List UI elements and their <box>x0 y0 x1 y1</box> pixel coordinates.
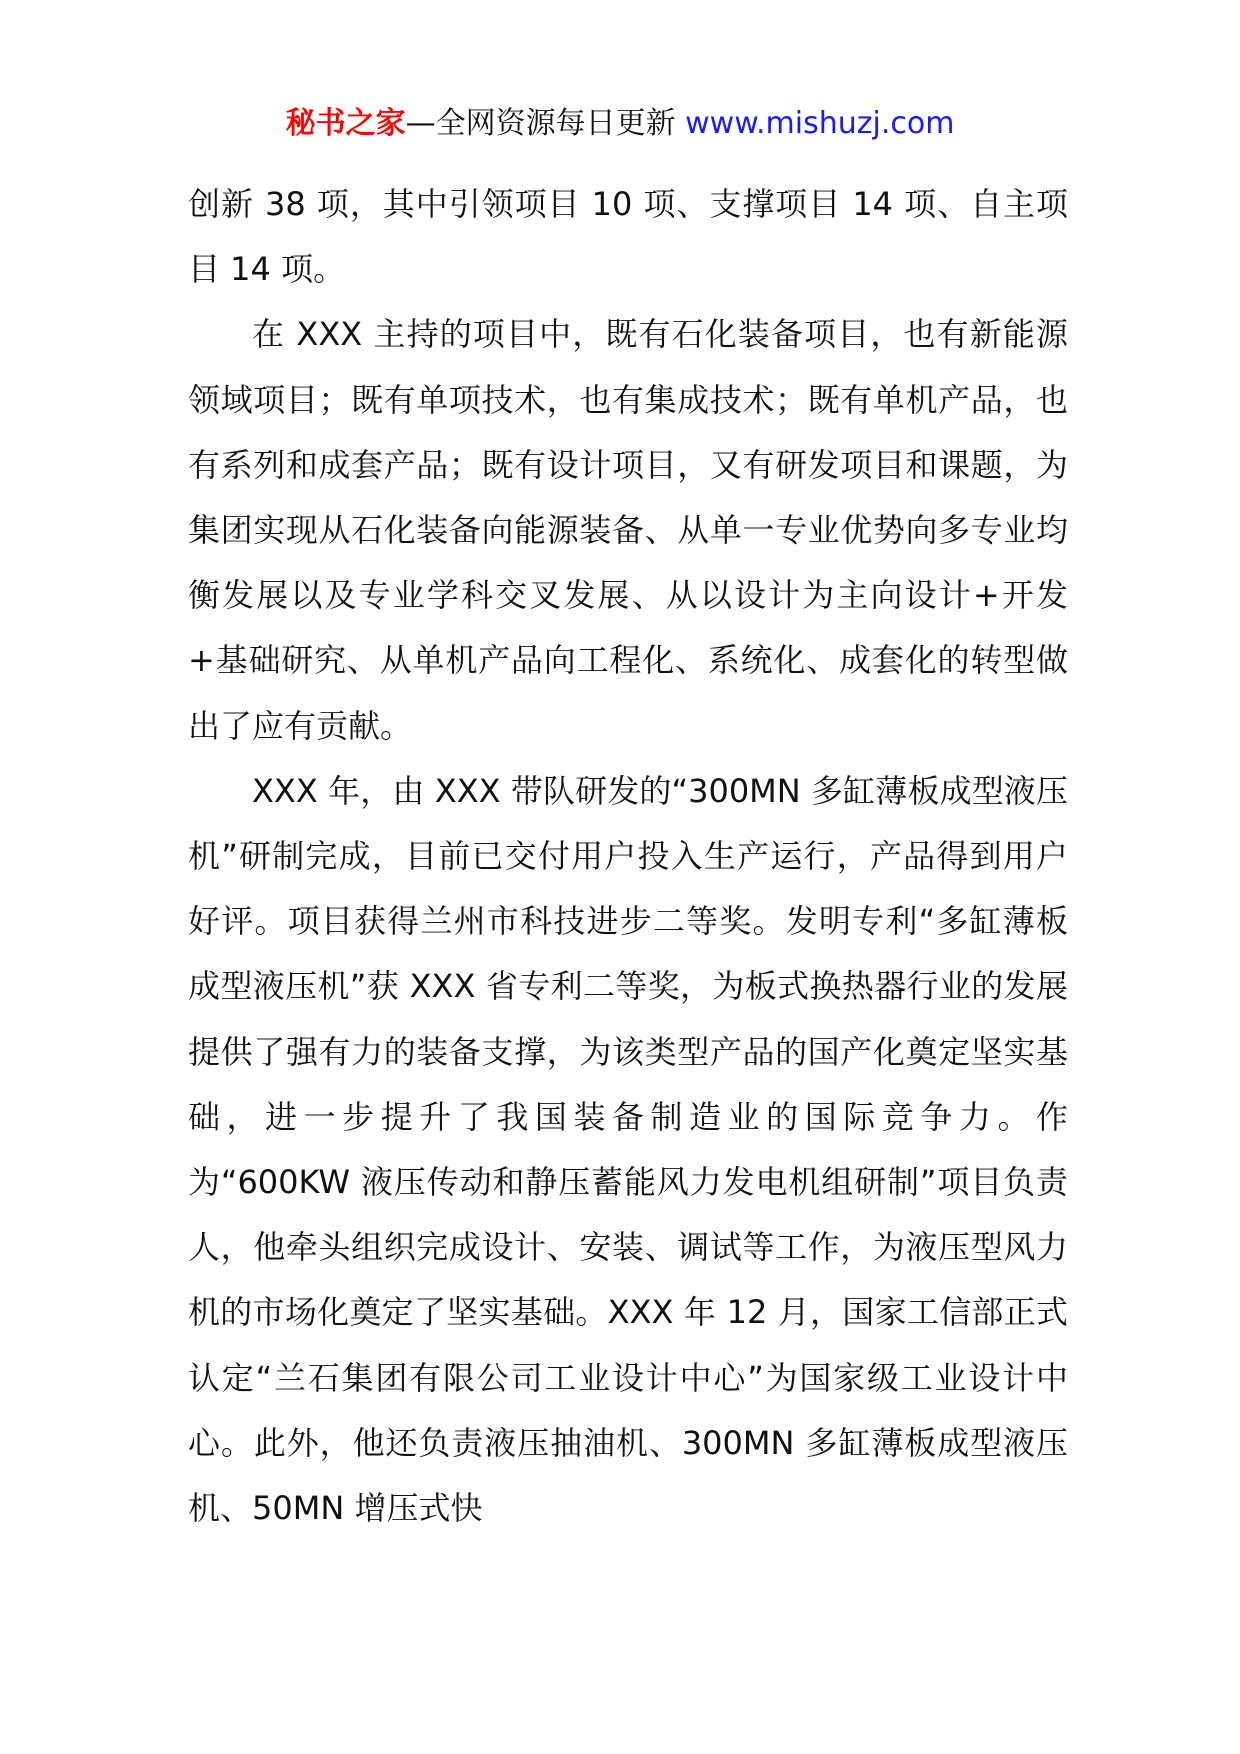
paragraph-1: 创新 38 项，其中引领项目 10 项、支撑项目 14 项、自主项目 14 项。 <box>188 185 1068 289</box>
site-brand[interactable]: 秘书之家 <box>285 106 406 141</box>
page-header <box>0 104 1240 144</box>
site-tagline: —全网资源每日更新 <box>405 106 676 141</box>
document-body <box>188 172 1068 1541</box>
paragraph-3: XXX 年，由 XXX 带队研发的“300MN 多缸薄板成型液压机”研制完成，目前已交付用户投入生产运行，产品得到用户好评。项目获得兰州市科技进步二等奖。发明专利“多缸薄板成型液压机”获 XXX 省专利二等奖，为板式换热器行业的发展提供了强有力的装备支撑，为该类型产品的国产化奠定坚实基础，进一步提升了我国装备制造业的国际竞争力。作为“600KW 液压传动和静压蓄能风力发电机组研制”项目负责人，他牵头组织完成设计、安装、调试等工作，为液压型风力机的市场化奠定了坚实基础。XXX 年 12 月，国家工信部正式认定“兰石集团有限公司工业设计中心”为国家级工业设计中心。此外，他还负责液压抽油机、300MN 多缸薄板成型液压机、50MN 增压式快 <box>188 771 1068 1528</box>
site-url-link[interactable]: www.mishuzj.com <box>685 106 955 141</box>
paragraph-2: 在 XXX 主持的项目中，既有石化装备项目，也有新能源领域项目；既有单项技术，也有集成技术；既有单机产品，也有系列和成套产品；既有设计项目，又有研发项目和课题，为集团实现从石化装备向能源装备、从单一专业优势向多专业均衡发展以及专业学科交叉发展、从以设计为主向设计+开发+基础研究、从单机产品向工程化、系统化、成套化的转型做出了应有贡献。 <box>188 315 1068 745</box>
